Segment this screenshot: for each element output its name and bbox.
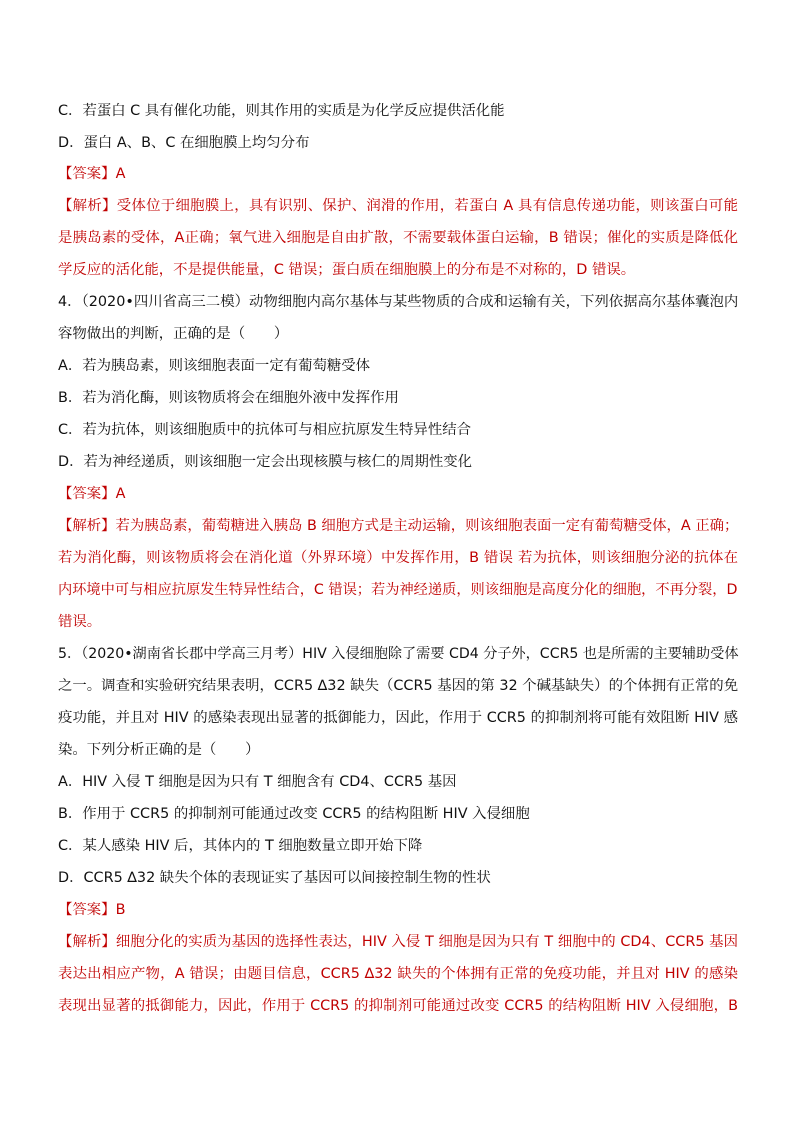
q5-stem-line: 染。下列分析正确的是（ ） xyxy=(58,742,260,758)
q4-analysis-line: 内环境中可与相应抗原发生特异性结合，C 错误；若为神经递质，则该细胞是高度分化的细胞，不再分裂，D xyxy=(58,582,738,598)
q5-option-d: D．CCR5 ∆32 缺失个体的表现证实了基因可以间接控制生物的性状 xyxy=(58,870,491,886)
q5-stem-line: 5．（2020•湖南省长郡中学高三月考）HIV 入侵细胞除了需要 CD4 分子外，CCR5 也是所需的主要辅助受体 xyxy=(58,646,739,662)
analysis-label: 【解析】 xyxy=(58,198,117,214)
q4-analysis-line: 错误。 xyxy=(58,614,102,630)
q3-option-c: C．若蛋白 C 具有催化功能，则其作用的实质是为化学反应提供活化能 xyxy=(58,103,505,119)
q5-stem-line: 之一。调查和实验研究结果表明，CCR5 ∆32 缺失（CCR5 基因的第 32 个碱基缺失）的个体拥有正常的免 xyxy=(58,678,739,694)
q3-analysis-line xyxy=(58,196,738,216)
analysis-label: 【解析】 xyxy=(58,934,116,950)
answer-label: 【答案】 xyxy=(58,166,116,182)
answer-value: A xyxy=(115,486,126,502)
q4-option-a: A．若为胰岛素，则该细胞表面一定有葡萄糖受体 xyxy=(58,358,371,374)
answer-label: 【答案】 xyxy=(58,486,116,502)
q4-analysis-line xyxy=(58,516,737,536)
analysis-text: 细胞分化的实质为基因的选择性表达，HIV 入侵 T 细胞是因为只有 T 细胞中的 CD4、CCR5 基因 xyxy=(115,934,738,950)
q5-option-a: A．HIV 入侵 T 细胞是因为只有 T 细胞含有 CD4、CCR5 基因 xyxy=(58,774,457,790)
q5-option-b: B．作用于 CCR5 的抑制剂可能通过改变 CCR5 的结构阻断 HIV 入侵细胞 xyxy=(58,806,530,822)
analysis-text: 受体位于细胞膜上，具有识别、保护、润滑的作用，若蛋白 A 具有信息传递功能，则该蛋白可能 xyxy=(116,198,738,214)
q5-option-c: C．某人感染 HIV 后，其体内的 T 细胞数量立即开始下降 xyxy=(58,838,423,854)
analysis-text: 若为胰岛素，葡萄糖进入胰岛 B 细胞方式是主动运输，则该细胞表面一定有葡萄糖受体，A 正确； xyxy=(115,518,739,534)
q4-option-c: C．若为抗体，则该细胞质中的抗体可与相应抗原发生特异性结合 xyxy=(58,422,471,438)
q5-analysis-line xyxy=(58,932,738,952)
q4-option-d: D．若为神经递质，则该细胞一定会出现核膜与核仁的周期性变化 xyxy=(58,454,473,470)
q3-analysis-line: 是胰岛素的受体，A正确；氧气进入细胞是自由扩散，不需要载体蛋白运输，B 错误；催化的实质是降低化 xyxy=(58,230,738,246)
q4-answer xyxy=(58,484,125,504)
q4-analysis-line: 若为消化酶，则该物质将会在消化道（外界环境）中发挥作用，B 错误 若为抗体，则该细胞分泌的抗体在 xyxy=(58,550,738,566)
analysis-label: 【解析】 xyxy=(58,518,116,534)
q5-analysis-line: 表现出显著的抵御能力，因此，作用于 CCR5 的抑制剂可能通过改变 CCR5 的结构阻断 HIV 入侵细胞，B xyxy=(58,998,738,1014)
q4-stem-line: 容物做出的判断，正确的是（ ） xyxy=(58,326,289,342)
q3-analysis-line: 学反应的活化能，不是提供能量，C 错误；蛋白质在细胞膜上的分布是不对称的，D 错误。 xyxy=(58,262,636,278)
answer-value: B xyxy=(115,902,126,918)
q4-option-b: B．若为消化酶，则该物质将会在细胞外液中发挥作用 xyxy=(58,390,399,406)
answer-value: A xyxy=(115,166,126,182)
q4-stem-line: 4．（2020•四川省高三二模）动物细胞内高尔基体与某些物质的合成和运输有关，下列依据高尔基体囊泡内 xyxy=(58,294,739,310)
q3-option-d: D．蛋白 A、B、C 在细胞膜上均匀分布 xyxy=(58,135,310,151)
q5-analysis-line: 表达出相应产物，A 错误；由题目信息，CCR5 ∆32 缺失的个体拥有正常的免疫功能，并且对 HIV 的感染 xyxy=(58,966,738,982)
q5-answer xyxy=(58,900,125,920)
q3-answer xyxy=(58,164,125,184)
answer-label: 【答案】 xyxy=(58,902,116,918)
q5-stem-line: 疫功能，并且对 HIV 的感染表现出显著的抵御能力，因此，作用于 CCR5 的抑制剂将可能有效阻断 HIV 感 xyxy=(58,710,738,726)
